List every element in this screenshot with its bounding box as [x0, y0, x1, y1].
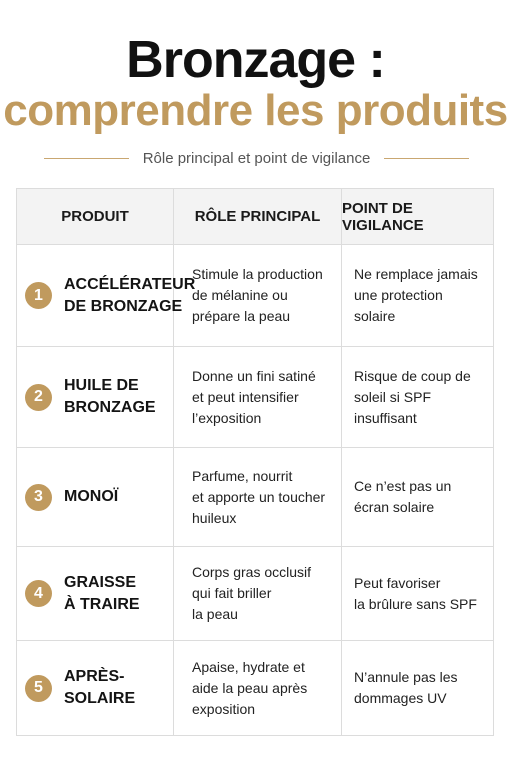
role-text: Stimule la production de mélanine ou prépare la peau [192, 266, 323, 324]
divider-right [384, 158, 469, 159]
vigilance-text: Ne remplace jamais une protection solaire [354, 266, 478, 324]
vigilance-text: Peut favoriser la brûlure sans SPF [354, 574, 477, 612]
number-badge: 2 [25, 384, 52, 411]
column-header-vigilance: POINT DE VIGILANCE [342, 199, 424, 234]
page-title-accent: comprendre les produits [3, 86, 508, 135]
number-badge: 3 [25, 484, 52, 511]
role-text: Apaise, hydrate et aide la peau après exposition [192, 658, 308, 717]
table-row [17, 347, 493, 448]
subtitle: Rôle principal et point de vigilance [142, 149, 371, 167]
role-text: Parfume, nourrit et apporte un toucher huileux [192, 467, 326, 526]
role-text: Corps gras occlusif qui fait briller la peau [192, 564, 312, 622]
role-cell [174, 245, 342, 346]
vigilance-text: N’annule pas les dommages UV [354, 669, 458, 706]
product-name: HUILE DE BRONZAGE [64, 377, 156, 416]
vigilance-cell [342, 347, 493, 447]
product-cell [17, 448, 174, 546]
product-name: GRAISSE À TRAIRE [64, 573, 140, 613]
product-name: ACCÉLÉRATEUR DE BRONZAGE [64, 275, 196, 315]
divider-left [44, 158, 129, 159]
vigilance-text: Risque de coup de soleil si SPF insuffisant [354, 367, 471, 426]
subtitle-row [44, 148, 469, 168]
role-text: Donne un fini satiné et peut intensifier l’exposition [192, 367, 316, 426]
products-table [16, 188, 494, 736]
column-header-product: PRODUIT [17, 189, 174, 244]
vigilance-cell [342, 641, 493, 735]
vigilance-cell [342, 245, 493, 346]
product-name: APRÈS-SOLAIRE [64, 668, 136, 707]
number-badge: 5 [25, 675, 52, 702]
table-row [17, 641, 493, 735]
vigilance-text: Ce n’est pas un écran solaire [354, 478, 452, 515]
vigilance-cell [342, 547, 493, 640]
product-cell [17, 547, 174, 640]
role-cell [174, 641, 342, 735]
role-cell [174, 347, 342, 447]
number-badge: 4 [25, 580, 52, 607]
product-name: MONOÏ [64, 488, 119, 505]
table-row [17, 448, 493, 547]
table-row [17, 245, 493, 347]
table-row [17, 547, 493, 641]
table-header-row [17, 189, 493, 245]
product-cell [17, 347, 174, 447]
product-cell [17, 245, 196, 346]
number-badge: 1 [25, 282, 52, 309]
page-title: Bronzage : [126, 31, 385, 89]
role-cell [174, 547, 342, 640]
vigilance-cell [342, 448, 493, 546]
product-cell [17, 641, 174, 735]
role-cell [174, 448, 342, 546]
column-header-role: RÔLE PRINCIPAL [174, 189, 342, 244]
